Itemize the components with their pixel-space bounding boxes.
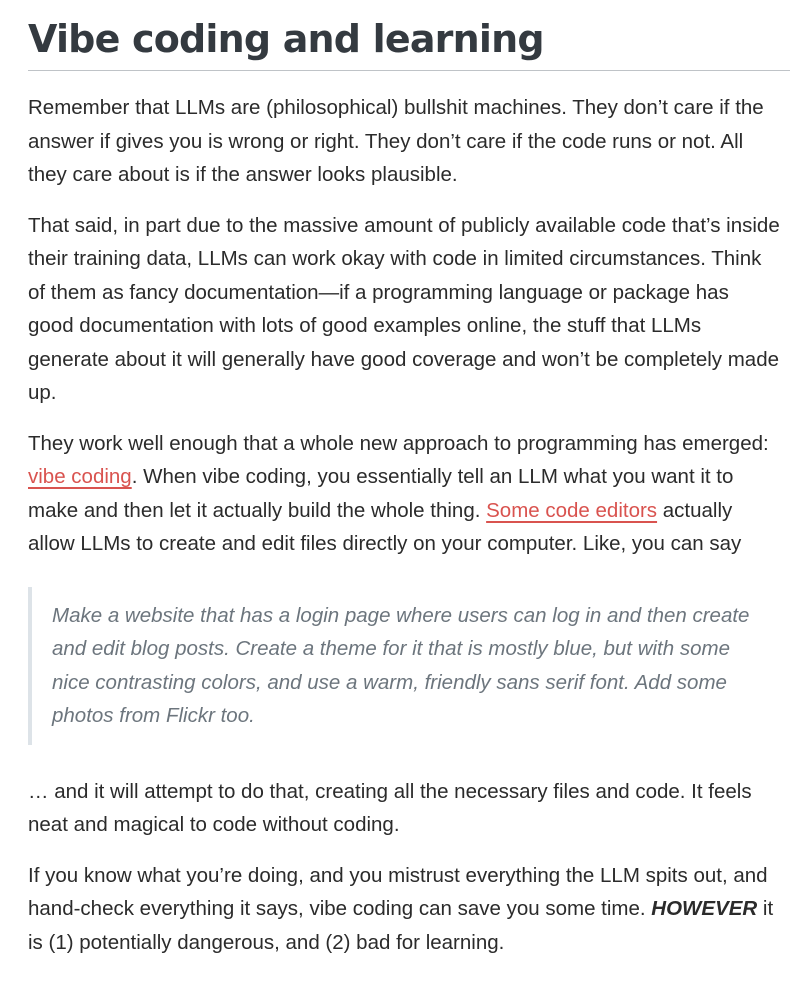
paragraph-neat-magical: … and it will attempt to do that, creating all the necessary files and code. It feels neat and magical to code without coding. [28,779,752,836]
paragraph-code-documentation: That said, in part due to the massive amount of publicly available code that’s inside their training data, LLMs can work okay with code in limited circumstances. Think of them as fancy documentation—if a programming language or package has good documentation with lots of good examples online, the stuff that LLMs generate about it will generally have good coverage and won’t be completely made up. [28,213,780,404]
paragraph-text: it is (1) potentially dangerous, and (2) bad for learning. [28,897,774,954]
blockquote-text: Make a website that has a login page where users can log in and then create and edit blog posts. Create a theme for it that is mostly blue, but with some nice contrasting colors, and use a warm, friendly sans serif font. Add some photos from Flickr too. [52,603,750,727]
code-editors-link[interactable]: Some code editors [486,498,658,522]
vibe-coding-link[interactable]: vibe coding [28,465,132,488]
paragraph-however [28,859,780,960]
paragraph-text: . When vibe coding, you essentially tell an LLM what you want it to make and then let it actually build the whole thing. [28,465,734,522]
paragraph-text: They work well enough that a whole new approach to programming has emerged: [28,431,769,455]
heading-divider [28,70,790,71]
paragraph-text: If you know what you’re doing, and you mistrust everything the LLM spits out, and hand-check everything it says, vibe coding can save you some time. [28,863,768,920]
however-emphasis: HOWEVER [651,897,758,920]
paragraph-text: actually allow LLMs to create and edit files directly on your computer. Like, you can say [28,498,742,555]
paragraph-llm-bullshit: Remember that LLMs are (philosophical) bullshit machines. They don’t care if the answer if gives you is wrong or right. They don’t care if the code runs or not. All they care about is if the answer looks plausible. [28,96,764,186]
paragraph-vibe-coding [28,427,780,561]
example-prompt-blockquote [28,587,788,745]
section-heading: Vibe coding and learning [28,17,544,61]
